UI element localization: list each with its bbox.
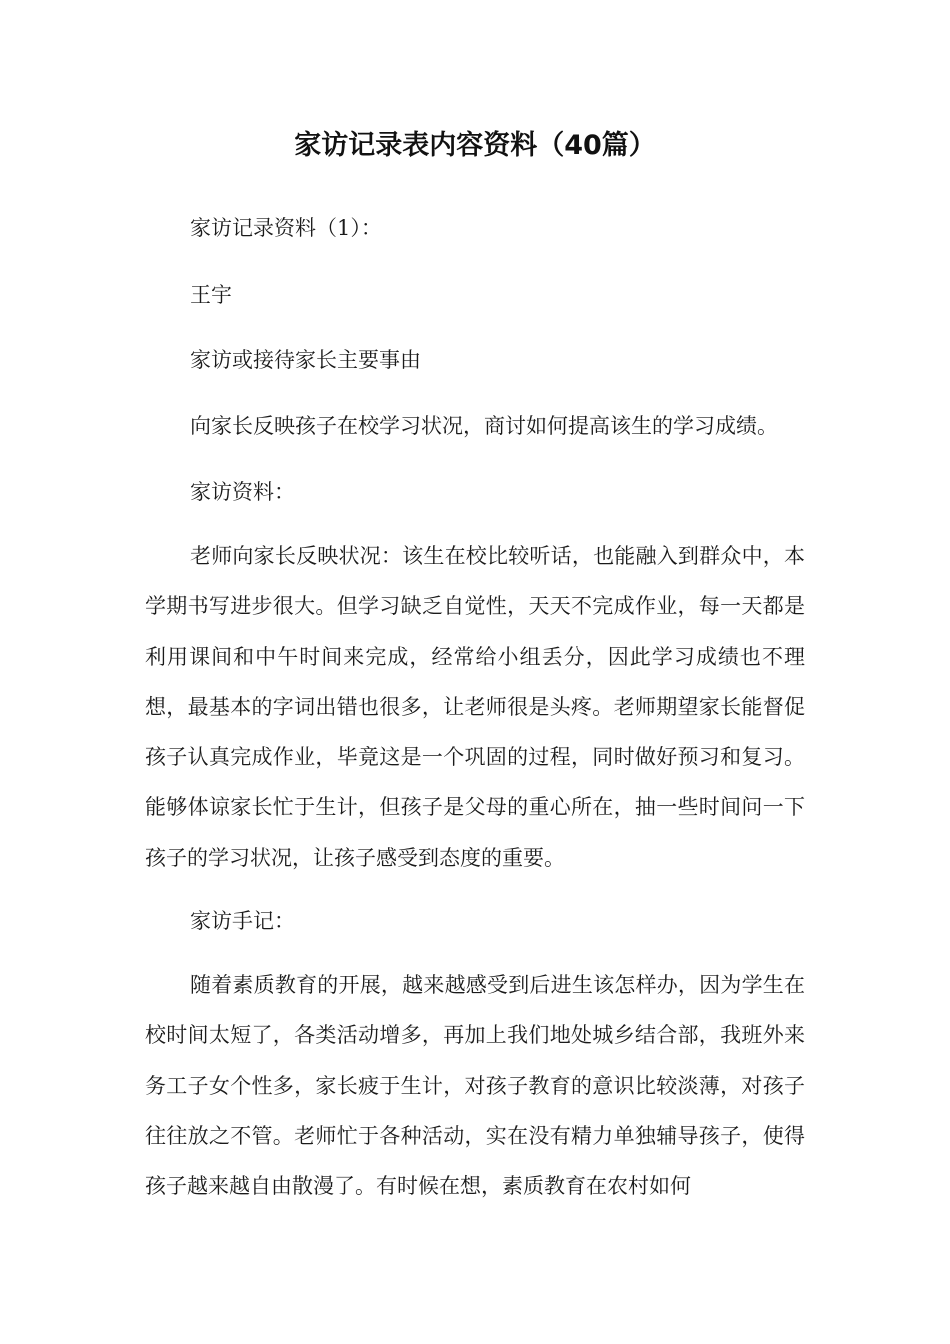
content-label: 家访资料： [190,480,295,504]
notes-label: 家访手记： [190,909,295,933]
student-name: 王宇 [190,283,232,307]
reason-label: 家访或接待家长主要事由 [190,348,421,372]
document-title: 家访记录表内容资料（40篇） [294,130,656,161]
content-paragraph: 老师向家长反映状况：该生在校比较听话，也能融入到群众中，本学期书写进步很大。但学习缺乏自觉性，天天不完成作业，每一天都是利用课间和中午时间来完成，经常给小组丢分，因此学习成绩也不理想，最基本的字词出错也很多，让老师很是头疼。老师期望家长能督促孩子认真完成作业，毕竟这是一个巩固的过程，同时做好预习和复习。能够体谅家长忙于生计，但孩子是父母的重心所在，抽一些时间问一下孩子的学习状况，让孩子感受到态度的重要。 [145,544,805,870]
record-heading: 家访记录资料（1）： [190,216,382,240]
notes-paragraph: 随着素质教育的开展，越来越感受到后进生该怎样办，因为学生在校时间太短了，各类活动增多，再加上我们地处城乡结合部，我班外来务工子女个性多，家长疲于生计，对孩子教育的意识比较淡薄，对孩子往往放之不管。老师忙于各种活动，实在没有精力单独辅导孩子，使得孩子越来越自由散漫了。有时候在想，素质教育在农村如何 [145,973,805,1199]
reason-text: 向家长反映孩子在校学习状况，商讨如何提高该生的学习成绩。 [190,414,778,438]
